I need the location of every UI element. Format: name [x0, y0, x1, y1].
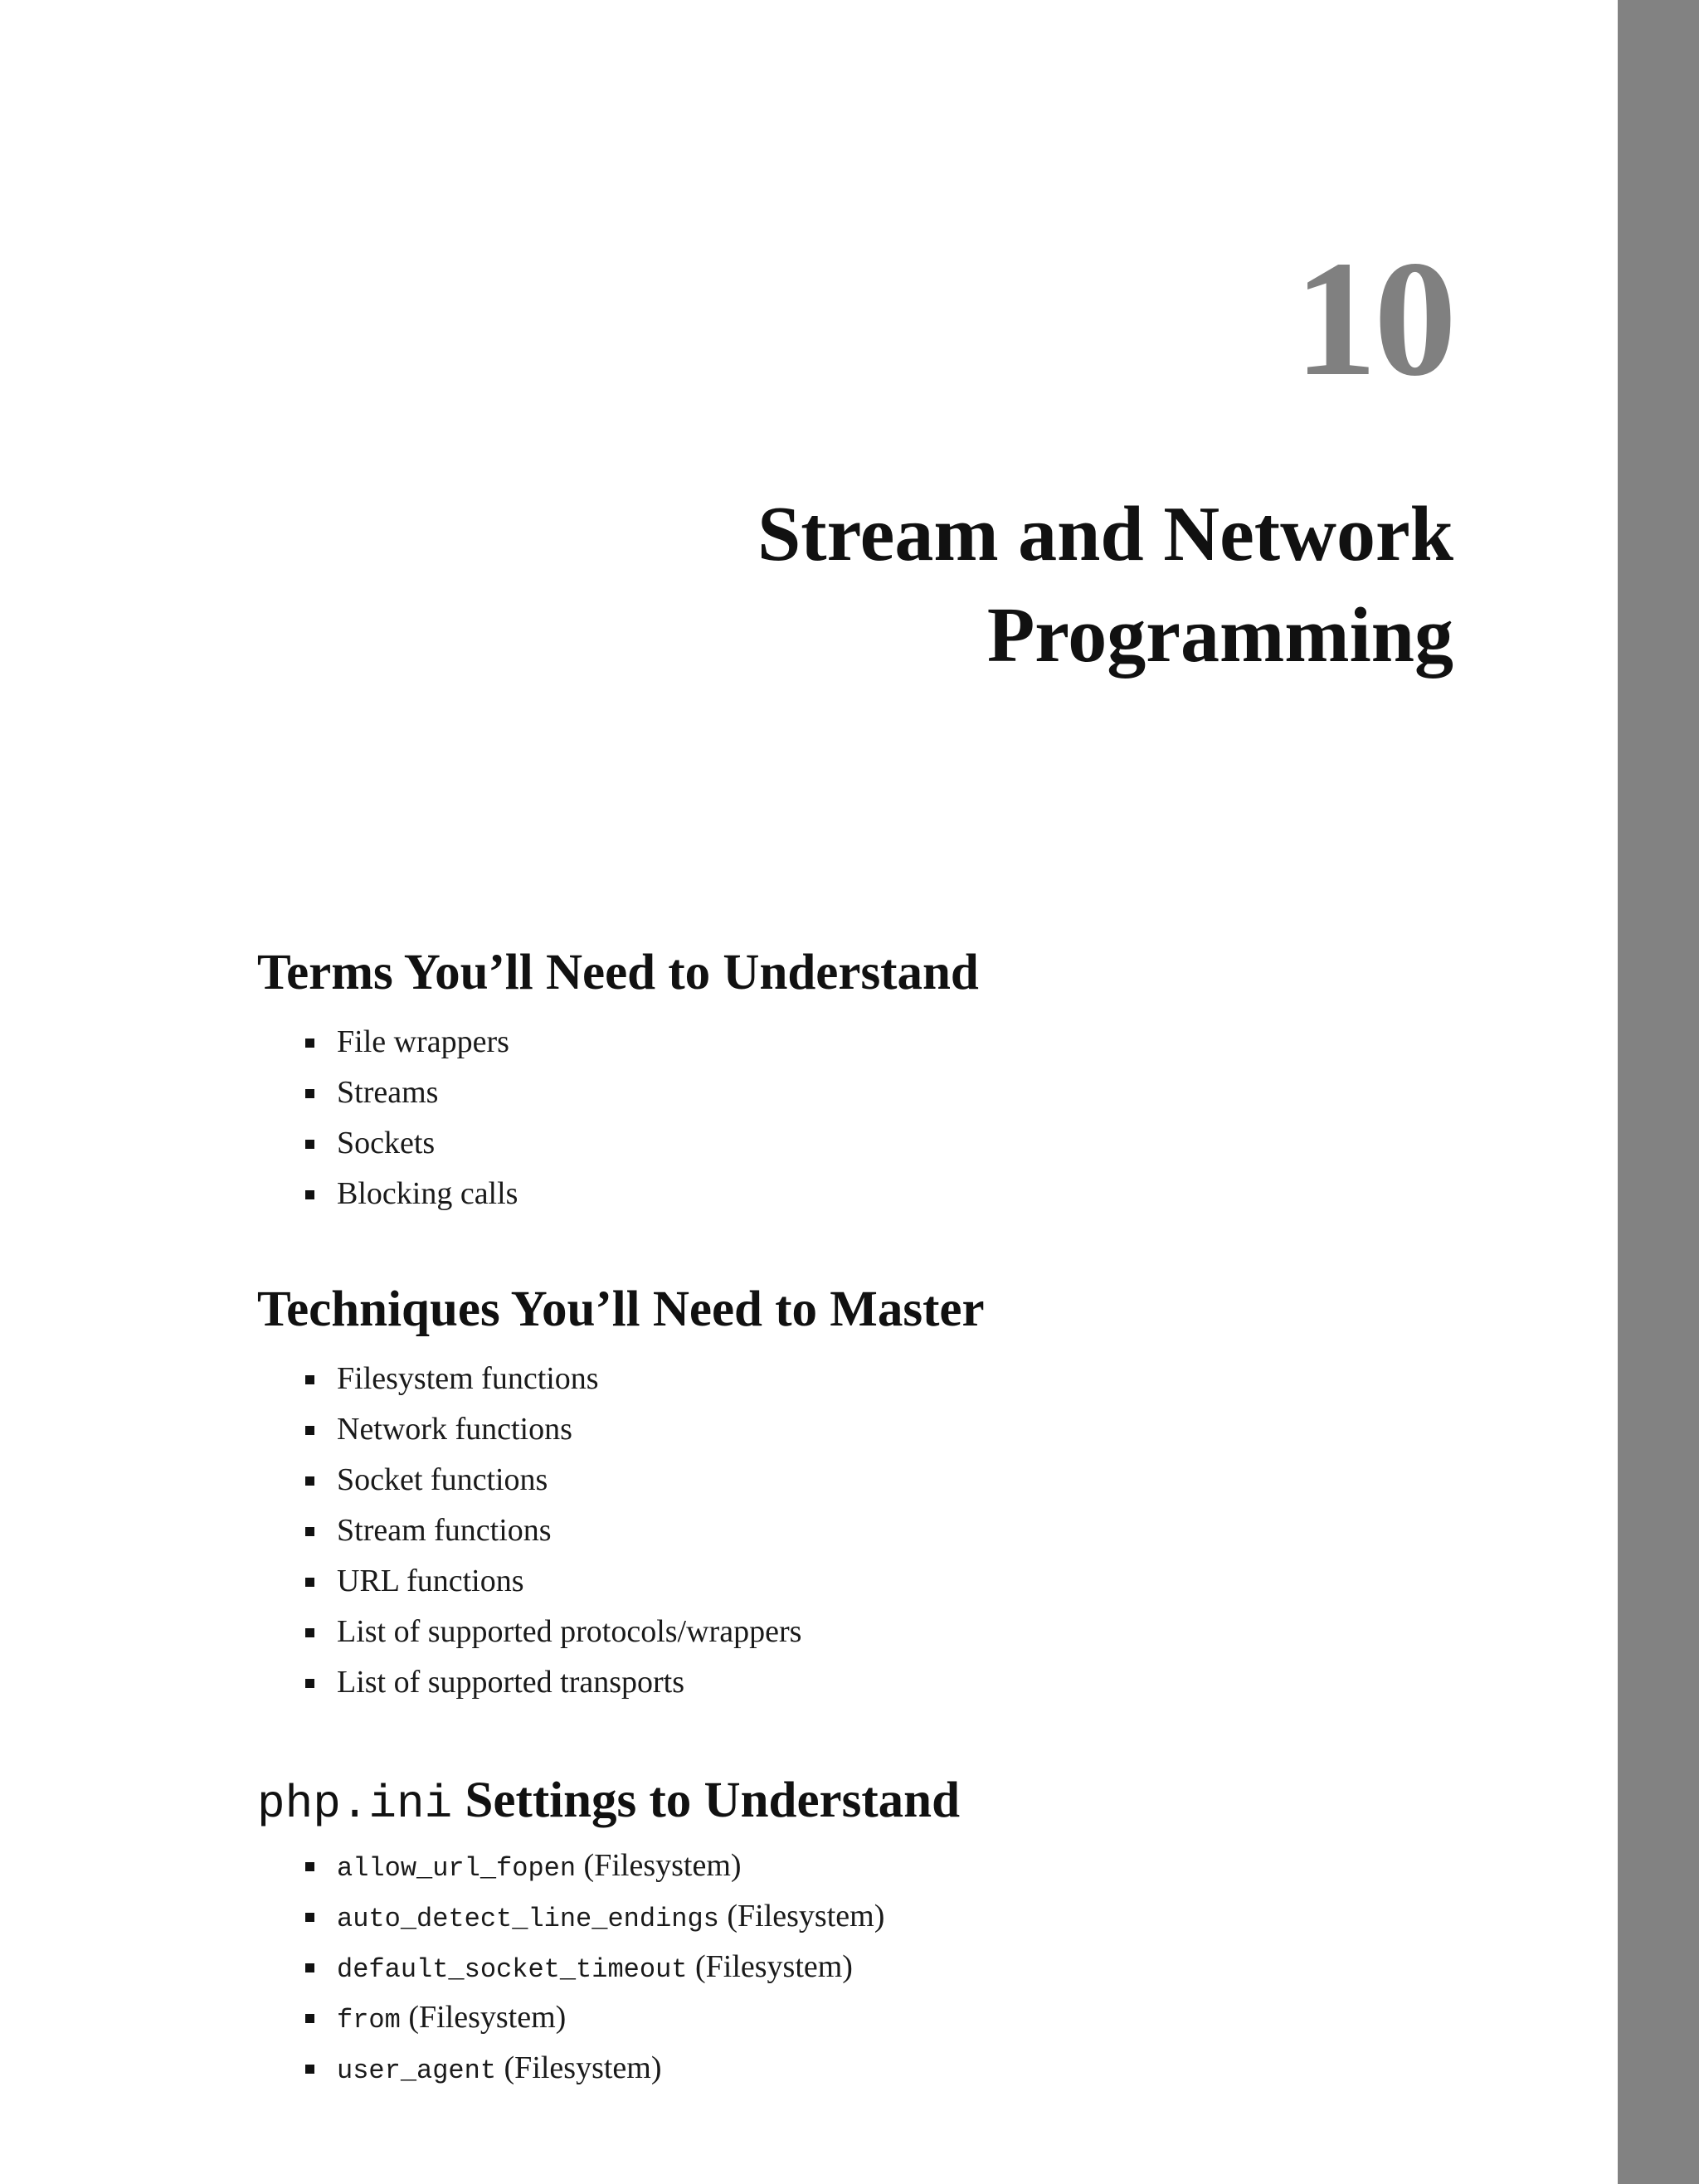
bullet-icon	[305, 2065, 314, 2074]
bullet-icon	[305, 1190, 314, 1199]
list-item	[305, 1073, 518, 1123]
list-item	[305, 1997, 884, 2048]
bullet-icon	[305, 1679, 314, 1688]
chapter-title-line-2: Programming	[986, 592, 1453, 679]
terms-heading: Terms You’ll Need to Understand	[257, 945, 979, 1000]
setting-category: (Filesystem)	[504, 2050, 662, 2085]
list-item-text: Filesystem functions	[337, 1361, 599, 1396]
list-item-text: Blocking calls	[337, 1176, 518, 1211]
list-item	[305, 1174, 518, 1224]
ini-settings-list	[305, 1846, 884, 2099]
list-item	[305, 1022, 518, 1073]
bullet-icon	[305, 1578, 314, 1587]
bullet-icon	[305, 1375, 314, 1384]
list-item	[305, 1510, 801, 1561]
setting-name: user_agent	[337, 2055, 497, 2086]
setting-category: (Filesystem)	[694, 1949, 853, 1984]
list-item-text: Sockets	[337, 1126, 436, 1160]
list-item-text: Network functions	[337, 1412, 572, 1447]
setting-name: allow_url_fopen	[337, 1853, 577, 1884]
list-item-text: Streams	[337, 1075, 439, 1110]
bullet-icon	[305, 1963, 314, 1972]
ini-heading-text: Settings to Understand	[465, 1773, 961, 1828]
list-item	[305, 1561, 801, 1612]
setting-category: (Filesystem)	[583, 1848, 742, 1883]
bullet-icon	[305, 1426, 314, 1435]
list-item-text: File wrappers	[337, 1024, 509, 1059]
bullet-icon	[305, 1913, 314, 1922]
ini-settings-heading	[257, 1773, 961, 1831]
list-item	[305, 1662, 801, 1713]
bullet-icon	[305, 1628, 314, 1637]
list-item	[305, 1359, 801, 1409]
list-item-text: List of supported transports	[337, 1665, 685, 1700]
list-item-text: URL functions	[337, 1564, 524, 1598]
setting-name: from	[337, 2005, 401, 2036]
list-item	[305, 1947, 884, 1997]
chapter-title	[624, 484, 1453, 686]
setting-category: (Filesystem)	[408, 2000, 567, 2035]
list-item	[305, 1460, 801, 1510]
techniques-heading: Techniques You’ll Need to Master	[257, 1282, 985, 1337]
bullet-icon	[305, 1527, 314, 1536]
bullet-icon	[305, 2014, 314, 2023]
list-item	[305, 1123, 518, 1174]
chapter-number: 10	[1294, 227, 1453, 411]
bullet-icon	[305, 1476, 314, 1486]
list-item-text: Stream functions	[337, 1513, 552, 1548]
bullet-icon	[305, 1862, 314, 1871]
list-item	[305, 1846, 884, 1896]
list-item	[305, 2048, 884, 2099]
list-item-text: List of supported protocols/wrappers	[337, 1614, 802, 1649]
list-item	[305, 1612, 801, 1662]
list-item	[305, 1409, 801, 1460]
list-item	[305, 1896, 884, 1947]
bullet-icon	[305, 1038, 314, 1048]
terms-list	[305, 1022, 518, 1224]
setting-name: auto_detect_line_endings	[337, 1904, 719, 1934]
techniques-list	[305, 1359, 801, 1713]
setting-category: (Filesystem)	[727, 1899, 885, 1933]
side-bar	[1618, 0, 1699, 2184]
chapter-title-line-1: Stream and Network	[757, 491, 1453, 577]
bullet-icon	[305, 1140, 314, 1149]
list-item-text: Socket functions	[337, 1462, 548, 1497]
ini-heading-code: php.ini	[257, 1778, 453, 1831]
bullet-icon	[305, 1089, 314, 1098]
setting-name: default_socket_timeout	[337, 1954, 688, 1985]
